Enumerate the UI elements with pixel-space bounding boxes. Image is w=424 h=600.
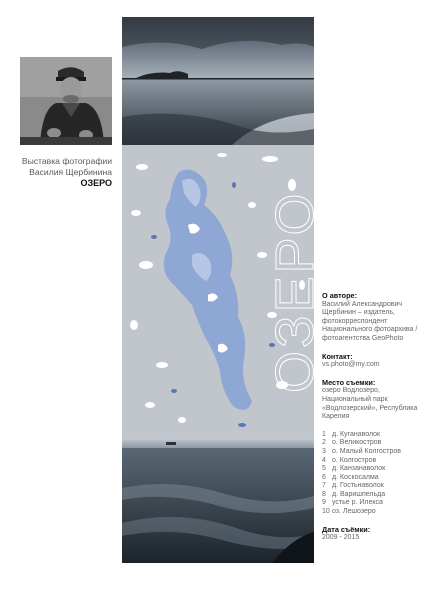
place-number: 7 (322, 482, 326, 490)
contact-email[interactable]: vs.photo@my.com (322, 361, 380, 369)
contact-heading: Контакт: (322, 351, 353, 361)
caption-line-1: Выставка фотографии (21, 156, 112, 166)
place-number: 4 (322, 456, 326, 464)
location-heading: Место съемки: (322, 377, 376, 387)
list-item (322, 431, 422, 440)
place-name: устье р. Илекса (332, 499, 383, 507)
list-item (322, 491, 422, 500)
place-name: о. Великостров (332, 439, 382, 447)
author-heading: О авторе: (322, 291, 358, 300)
place-name: д. Куганаволок (332, 430, 381, 438)
dates-section (322, 526, 422, 543)
exhibit-caption (10, 156, 112, 189)
place-name: д. Канзанаволок (332, 465, 386, 473)
list-item (322, 448, 422, 457)
location-section (322, 379, 422, 422)
list-item (322, 439, 422, 448)
places-list (322, 431, 422, 517)
list-item (322, 457, 422, 466)
place-number: 2 (322, 439, 326, 447)
author-portrait (20, 57, 112, 145)
places-section (322, 431, 422, 517)
dates-heading: Дата съёмки: (322, 524, 371, 534)
exhibit-title: ОЗЕРО (80, 178, 112, 188)
place-name: о. Малый Колгостров (332, 447, 401, 455)
author-section (322, 292, 422, 344)
place-name: д. Гостьнаволок (332, 482, 384, 490)
place-number: 3 (322, 447, 326, 455)
author-text: Василий Александрович Щербинин – издатель, фотокорреспондент Национального фотоархива / фотоагентства GeoPhoto (322, 300, 418, 342)
vertical-title: ОЗЕРО (265, 190, 325, 393)
list-item (322, 499, 422, 508)
place-number: 9 (322, 499, 326, 507)
place-number: 1 (322, 430, 326, 438)
place-name: о. Колгостров (332, 456, 377, 464)
list-item (322, 482, 422, 491)
lake-photo-bottom (122, 438, 314, 563)
place-name: д. Варишпельда (332, 490, 386, 498)
place-name: д. Коскосалма (332, 473, 379, 481)
list-item (322, 508, 422, 517)
place-name: оз. Лешозеро (332, 508, 376, 516)
place-number: 8 (322, 490, 326, 498)
lake-photo-top (122, 17, 314, 145)
info-column (322, 292, 422, 552)
contact-section (322, 353, 422, 370)
location-text: озеро Водлозеро, Национальный парк «Водлозерский», Республика Карелия (322, 387, 418, 421)
dates-text: 2009 - 2015 (322, 534, 360, 542)
caption-line-2: Василия Щербинина (29, 167, 112, 177)
place-number: 6 (322, 473, 326, 481)
list-item (322, 465, 422, 474)
list-item (322, 474, 422, 483)
place-number: 10 (322, 508, 330, 516)
place-number: 5 (322, 465, 326, 473)
